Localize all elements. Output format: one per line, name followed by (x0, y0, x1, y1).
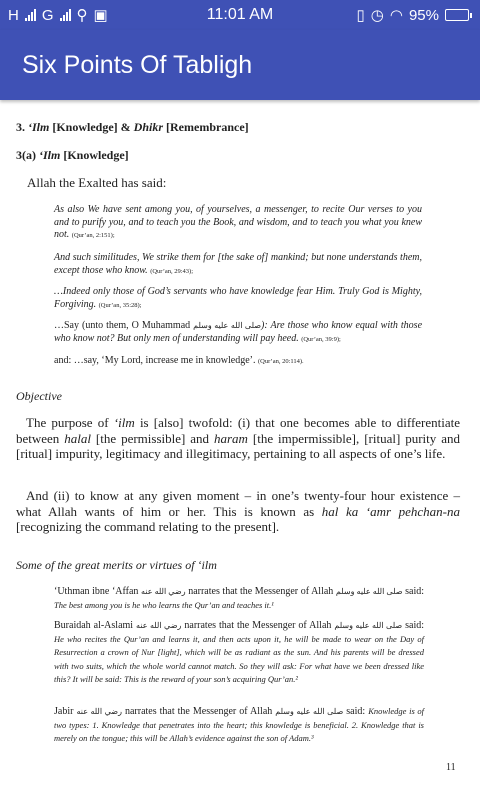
quote-4-arabic: صلى الله عليه وسلم (193, 321, 262, 330)
notification-icon: ▣ (93, 7, 108, 24)
document-page[interactable] (0, 100, 480, 800)
h3-text: Knowledge is of two types: 1. Knowledge that penetrates into the heart; this knowledge is beneficial. 2. Knowledge that is merely on the tongue; this will be Allah’s evidence against the son of Adam.³ (54, 706, 425, 743)
p1-lead: The purpose of (26, 415, 109, 430)
wifi-icon: ◠ (389, 7, 403, 24)
vibrate-icon: ▯ (356, 7, 365, 24)
quote-1 (54, 204, 422, 243)
h1-lead: narrates that the Messenger of Allah (188, 586, 334, 597)
status-time: 11:01 AM (206, 6, 274, 23)
hadith-3 (54, 705, 424, 746)
h2-arabic-2: صلى الله عليه وسلم (334, 621, 403, 630)
h2-narrator: Buraidah al-Aslami (54, 620, 134, 631)
h3-lead: narrates that the Messenger of Allah (124, 706, 273, 717)
h2-arabic-1: رضي الله عنه (136, 621, 182, 630)
app-title: Six Points Of Tabligh (22, 50, 253, 79)
objective-heading: Objective (16, 389, 62, 403)
section-dhikr: Dhikr (133, 120, 164, 134)
app-bar (0, 30, 480, 100)
usb-icon: ⚲ (76, 7, 88, 24)
p2-lead: And (ii) to know at any given moment – in one’s twenty-four hour existence – what Allah wants of him or her. This is known as (16, 488, 460, 519)
merits-heading: Some of the great merits or virtues of ‘ilm (16, 558, 217, 572)
quote-5-ref: (Qur’an, 20:114). (258, 358, 304, 365)
subsection-title (16, 148, 129, 163)
quote-3-text: …Indeed only those of God’s servants who have knowledge fear Him. Truly God is Mighty, Forgiving. (54, 286, 422, 310)
intro-text: Allah the Exalted has said: (27, 175, 167, 190)
quote-3-ref: (Qur’an, 35:28); (98, 301, 142, 309)
section-ilm: ‘Ilm (28, 120, 50, 134)
quote-3 (54, 286, 422, 312)
quote-2 (54, 252, 422, 278)
quote-4-ref: (Qur’an, 39:9); (301, 335, 341, 343)
status-left (8, 6, 188, 24)
section-title (16, 120, 249, 135)
h3-arabic-2: صلى الله عليه وسلم (275, 707, 344, 716)
section-knowledge: [Knowledge] & (52, 120, 131, 134)
h1-narrator: ‘Uthman ibne ‘Affan (54, 586, 139, 597)
hadith-1 (54, 586, 424, 612)
h2-text: He who recites the Qur’an and learns it, and then acts upon it, he will be made to wear on the Day of Resurrection a crown of Nur [light], which will be as radiant as the sun. And his parents will be dressed with two suits, which the whole world cannot match. So they will ask: For what have we been dressed like this? It will be said: This is the reward of your son’s acquiring Qur’an.² (54, 633, 424, 684)
h3-narrator: Jabir (54, 706, 74, 717)
quote-1-ref: (Qur’an, 2:151); (71, 232, 115, 239)
network-type-2: G (41, 6, 54, 24)
quote-1-text: As also We have sent among you, of yourselves, a messenger, to recite Our verses to you and to purify you, and to teach you the Book, and wisdom, and to teach you what you knew not. (54, 204, 422, 240)
page-number: 11 (446, 762, 456, 773)
quote-5 (54, 355, 422, 369)
p1-permissible: [the permissible] and (95, 430, 210, 446)
section-number: 3. (16, 120, 25, 134)
quote-2-ref: (Qur’an, 29:43); (150, 267, 194, 275)
status-right (292, 6, 472, 24)
h1-arabic-2: صلى الله عليه وسلم (335, 587, 403, 596)
p1-haram: haram (213, 430, 248, 446)
h2-said: said: (405, 620, 425, 631)
paragraph-2 (16, 488, 460, 535)
h3-said: said: (346, 706, 366, 717)
subsection-ilm: ‘Ilm (39, 148, 61, 162)
h1-text: The best among you is he who learns the Qur’an and teaches it.¹ (54, 599, 274, 610)
h1-said: said: (405, 586, 425, 597)
alarm-icon: ◷ (370, 7, 384, 24)
quote-4-text: ): Are those who know equal with those who know not? But only men of understanding will pay heed. (54, 320, 423, 344)
p2-term: hal ka ‘amr pehchan-na (321, 503, 461, 519)
quote-4-lead: …Say (unto them, O Muhammad (54, 320, 191, 331)
quote-5-text: and: …say, ‘My Lord, increase me in knowledge’. (54, 355, 256, 366)
battery-percent: 95% (408, 6, 439, 24)
subsection-knowledge: [Knowledge] (63, 148, 129, 162)
section-remembrance: [Remembrance] (166, 120, 249, 134)
signal-icon (25, 9, 36, 21)
signal-icon-2 (60, 9, 71, 21)
quote-4 (54, 320, 422, 346)
battery-icon (445, 9, 472, 21)
paragraph-1 (16, 415, 460, 462)
h2-lead: narrates that the Messenger of Allah (184, 620, 332, 631)
p1-ilm: ‘ilm (113, 415, 135, 430)
p2-end: [recognizing the command relating to the present]. (16, 519, 280, 534)
h1-arabic-1: رضي الله عنه (141, 587, 186, 596)
p1-text: is [also] twofold: (i) that one becomes able to differentiate between (16, 415, 461, 446)
status-bar (0, 0, 480, 30)
subsection-number: 3(a) (16, 148, 36, 162)
quote-2-text: And such similitudes, We strike them for [the sake of] mankind; but none understands them, except those who know. (54, 252, 422, 276)
h3-arabic-1: رضي الله عنه (76, 707, 122, 716)
network-type-1: H (8, 6, 19, 24)
hadith-2 (54, 620, 424, 687)
p1-halal: halal (64, 430, 91, 446)
p1-end: [the impermissible], [ritual] purity and [ritual] impurity, legitimacy and illegitimacy, pertaining to all aspects of one’s life. (16, 430, 460, 461)
